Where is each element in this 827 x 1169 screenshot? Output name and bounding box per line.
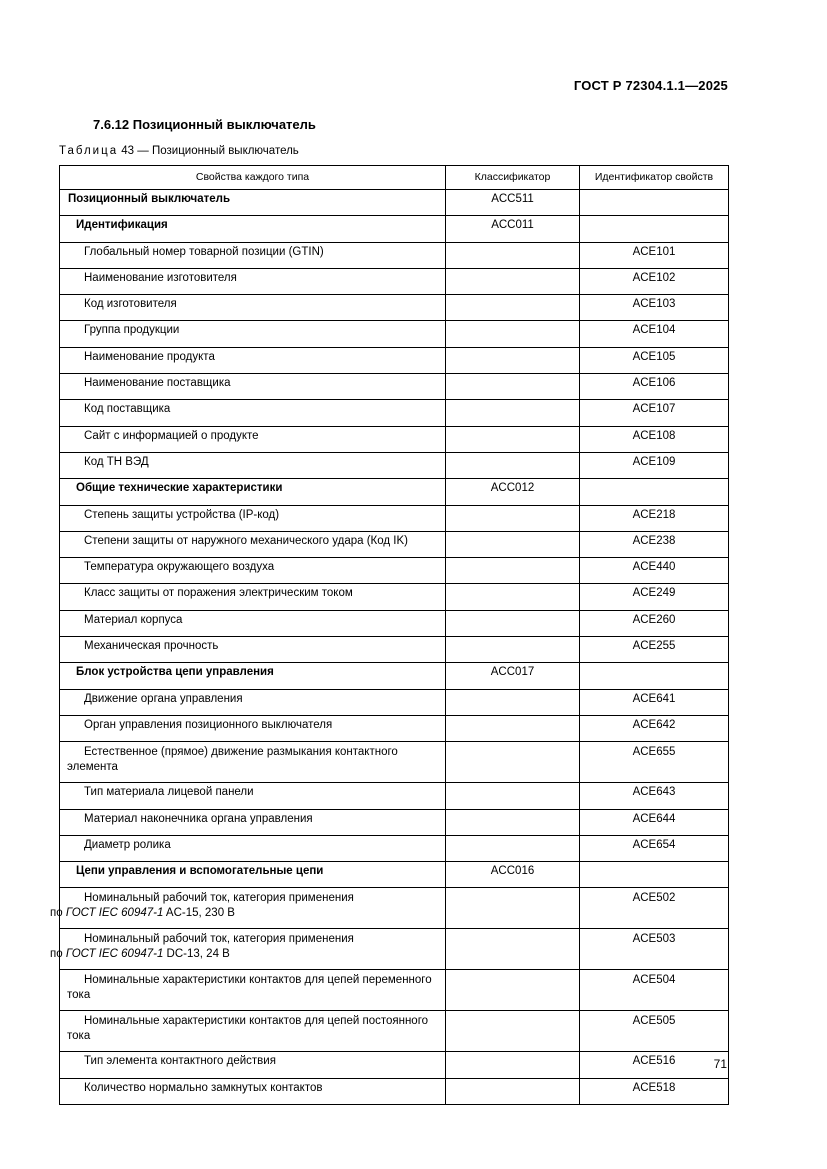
identifier-cell: ACE504 [580,970,729,1011]
classifier-cell [446,715,580,741]
table-row [60,426,729,452]
table-row [60,929,729,970]
identifier-cell: ACE502 [580,888,729,929]
classifier-cell [446,783,580,809]
classifier-cell [446,809,580,835]
classifier-cell [446,558,580,584]
table-row [60,268,729,294]
table-row [60,295,729,321]
classifier-cell [446,374,580,400]
classifier-cell [446,742,580,783]
property-name: Материал наконечника органа управления [60,809,446,835]
table-row [60,531,729,557]
classifier-cell: ACC011 [446,216,580,242]
property-name: Тип элемента контактного действия [60,1052,446,1078]
standard-reference: ГОСТ IEC 60947-1 [65,948,164,961]
table-row [60,452,729,478]
table-row [60,663,729,689]
classifier-cell [446,610,580,636]
property-name: Код изготовителя [60,295,446,321]
property-name: Класс защиты от поражения электрическим током [60,584,446,610]
property-name: Наименование поставщика [60,374,446,400]
classifier-cell [446,268,580,294]
property-name: Материал корпуса [60,610,446,636]
identifier-cell: ACE654 [580,835,729,861]
classifier-cell: ACC012 [446,479,580,505]
property-name: Наименование изготовителя [60,268,446,294]
table-row [60,1052,729,1078]
property-name [50,929,446,970]
identifier-cell [580,862,729,888]
identifier-cell [580,190,729,216]
classifier-cell [446,929,580,970]
table-row [60,862,729,888]
identifier-cell: ACE644 [580,809,729,835]
classifier-cell [446,1052,580,1078]
table-caption-text: 43 — Позиционный выключатель [118,145,299,157]
classifier-cell: ACC017 [446,663,580,689]
identifier-cell: ACE655 [580,742,729,783]
property-name: Группа продукции [60,321,446,347]
table-row [60,242,729,268]
classifier-cell [446,505,580,531]
property-name-suffix: DC-13, 24 В [163,948,230,961]
table-row [60,216,729,242]
property-name: Тип материала лицевой панели [60,783,446,809]
property-name-line1: Номинальный рабочий ток, категория применения [84,892,354,905]
property-name: Код поставщика [60,400,446,426]
classifier-cell [446,347,580,373]
header-properties: Свойства каждого типа [60,166,446,190]
table-row [60,321,729,347]
property-name-prefix: по [50,907,66,920]
group-name: Общие технические характеристики [60,479,446,505]
identifier-cell [580,663,729,689]
table-row [60,715,729,741]
table-row [60,742,729,783]
classifier-cell [446,426,580,452]
identifier-cell: ACE642 [580,715,729,741]
classifier-cell [446,970,580,1011]
classifier-cell [446,1078,580,1104]
table-row [60,1011,729,1052]
table-row [60,584,729,610]
classifier-cell [446,531,580,557]
table-caption-label: Таблица [59,145,119,157]
identifier-cell: ACE238 [580,531,729,557]
property-name: Глобальный номер товарной позиции (GTIN) [60,242,446,268]
classifier-cell [446,637,580,663]
property-name: Номинальные характеристики контактов для цепей переменного тока [60,970,446,1011]
table-row [60,558,729,584]
classifier-cell [446,584,580,610]
group-name: Позиционный выключатель [60,190,446,216]
property-name: Естественное (прямое) движение размыкания контактного элемента [60,742,446,783]
property-name: Температура окружающего воздуха [60,558,446,584]
classifier-cell [446,835,580,861]
table-row [60,190,729,216]
identifier-cell: ACE518 [580,1078,729,1104]
identifier-cell: ACE109 [580,452,729,478]
identifier-cell [580,479,729,505]
property-name: Диаметр ролика [60,835,446,861]
section-title: 7.6.12 Позиционный выключатель [93,117,316,132]
identifier-cell: ACE106 [580,374,729,400]
identifier-cell: ACE249 [580,584,729,610]
table-body [50,190,729,1105]
table-row [60,783,729,809]
identifier-cell: ACE105 [580,347,729,373]
header-classifier: Классификатор [446,166,580,190]
identifier-cell: ACE440 [580,558,729,584]
property-name: Степени защиты от наружного механического удара (Код IK) [60,531,446,557]
identifier-cell: ACE503 [580,929,729,970]
group-name: Цепи управления и вспомогательные цепи [60,862,446,888]
identifier-cell [580,216,729,242]
property-name: Номинальные характеристики контактов для цепей постоянного тока [60,1011,446,1052]
property-name-suffix: AC-15, 230 В [163,907,235,920]
identifier-cell: ACE103 [580,295,729,321]
properties-table [50,165,729,1105]
classifier-cell [446,689,580,715]
property-name: Наименование продукта [60,347,446,373]
identifier-cell: ACE505 [580,1011,729,1052]
group-name: Идентификация [60,216,446,242]
header-identifier: Идентификатор свойств [580,166,729,190]
identifier-cell: ACE260 [580,610,729,636]
table-row [60,1078,729,1104]
standard-designation: ГОСТ Р 72304.1.1—2025 [573,78,728,93]
classifier-cell [446,295,580,321]
property-name-line1: Номинальный рабочий ток, категория применения [84,933,354,946]
table-row [60,689,729,715]
property-name: Степень защиты устройства (IP-код) [60,505,446,531]
property-name: Код ТН ВЭД [60,452,446,478]
table-row [60,610,729,636]
standard-reference: ГОСТ IEC 60947-1 [65,907,164,920]
table-row [60,400,729,426]
table-row [60,505,729,531]
identifier-cell: ACE107 [580,400,729,426]
table-row [60,479,729,505]
table-caption [59,145,299,157]
classifier-cell: ACC016 [446,862,580,888]
table-row [60,374,729,400]
property-name: Механическая прочность [60,637,446,663]
property-name: Сайт с информацией о продукте [60,426,446,452]
table-row [60,835,729,861]
classifier-cell [446,242,580,268]
table-row [60,888,729,929]
classifier-cell [446,321,580,347]
identifier-cell: ACE102 [580,268,729,294]
property-name: Движение органа управления [60,689,446,715]
property-name-prefix: по [50,948,66,961]
identifier-cell: ACE108 [580,426,729,452]
classifier-cell [446,1011,580,1052]
identifier-cell: ACE641 [580,689,729,715]
classifier-cell: ACC511 [446,190,580,216]
identifier-cell: ACE516 [580,1052,729,1078]
table-row [60,347,729,373]
identifier-cell: ACE218 [580,505,729,531]
property-name: Орган управления позиционного выключателя [60,715,446,741]
classifier-cell [446,452,580,478]
page-number: 71 [713,1057,727,1071]
identifier-cell: ACE643 [580,783,729,809]
identifier-cell: ACE104 [580,321,729,347]
classifier-cell [446,400,580,426]
table-header-row [60,166,729,190]
property-name: Количество нормально замкнутых контактов [60,1078,446,1104]
identifier-cell: ACE101 [580,242,729,268]
table-row [60,809,729,835]
classifier-cell [446,888,580,929]
property-name [50,888,446,929]
identifier-cell: ACE255 [580,637,729,663]
table-row [60,970,729,1011]
group-name: Блок устройства цепи управления [60,663,446,689]
table-row [60,637,729,663]
